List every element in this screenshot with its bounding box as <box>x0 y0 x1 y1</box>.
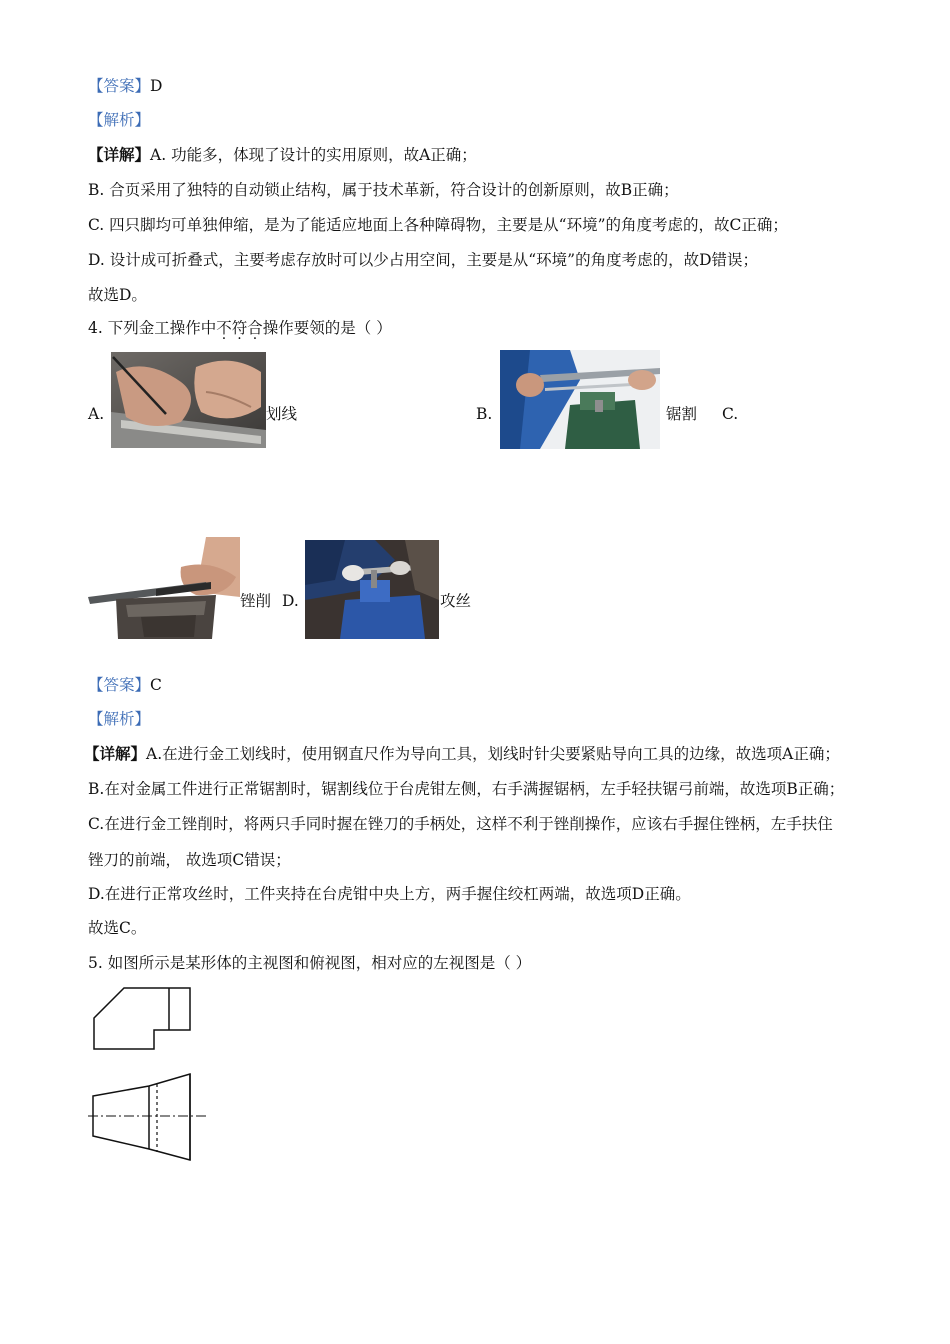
q3-detail-d: D. 设计成可折叠式，主要考虑存放时可以少占用空间，主要是从“环境”的角度考虑的，故D错误； <box>88 251 759 269</box>
q4-stem <box>88 318 392 338</box>
q4-detail-b: B.在对金属工件进行正常锯割时，锯割线位于台虎钳左侧，右手满握锯柄，左手轻扶锯弓前端，故选项B正确； <box>88 780 845 798</box>
option-b-label: 锯割 <box>666 405 698 423</box>
answer-value: C <box>150 676 162 694</box>
q4-stem-prefix: 4. 下列金工操作中 <box>88 319 217 337</box>
detail-tag: 【详解】 <box>84 744 147 763</box>
tapping-photo <box>305 540 439 639</box>
front-view-drawing <box>88 982 198 1054</box>
q3-detail-a <box>88 145 477 165</box>
q4-conclusion: 故选C。 <box>88 919 147 937</box>
answer-tag: 【答案】 <box>88 676 151 694</box>
detail-text: A. 功能多，体现了设计的实用原则，故A正确； <box>150 146 477 164</box>
sawing-photo <box>500 350 660 449</box>
detail-text: A.在进行金工划线时，使用钢直尺作为导向工具，划线时针尖要紧贴导向工具的边缘，故选项A正确； <box>146 745 840 763</box>
scribing-photo <box>111 352 266 448</box>
option-d-label: 攻丝 <box>440 592 472 610</box>
emph-char: 不 <box>216 319 232 337</box>
q4-detail-a <box>84 744 840 764</box>
option-c-letter: C. <box>722 405 739 423</box>
top-view-drawing <box>86 1072 210 1166</box>
option-a-letter: A. <box>88 405 105 423</box>
q3-detail-b: B. 合页采用了独特的自动锁止结构，属于技术革新，符合设计的创新原则，故B正确； <box>88 181 679 199</box>
analysis-tag: 【解析】 <box>88 111 151 129</box>
q4-detail-c1: C.在进行金工锉削时，将两只手同时握在锉刀的手柄处，这样不利于锉削操作，应该右手握住锉柄，左手扶住 <box>88 815 833 833</box>
analysis-tag: 【解析】 <box>88 710 151 728</box>
q4-detail-d: D.在进行正常攻丝时，工件夹持在台虎钳中央上方，两手握住绞杠两端，故选项D正确。 <box>88 885 691 903</box>
q3-conclusion: 故选D。 <box>88 286 147 304</box>
option-d-letter: D. <box>282 592 299 610</box>
emph-char: 符 <box>231 319 248 337</box>
answer-value: D <box>150 77 163 95</box>
q5-stem: 5. 如图所示是某形体的主视图和俯视图，相对应的左视图是（ ） <box>88 954 532 972</box>
q3-answer-line <box>88 76 162 96</box>
filing-photo <box>86 537 240 639</box>
option-c-label: 锉削 <box>240 592 272 610</box>
option-b-letter: B. <box>476 405 493 423</box>
q4-answer-line <box>88 675 162 695</box>
q4-stem-suffix: 操作要领的是（ ） <box>262 319 392 337</box>
q3-detail-c: C. 四只脚均可单独伸缩，是为了能适应地面上各种障碍物，主要是从“环境”的角度考虑的，故C正确； <box>88 216 788 234</box>
option-a-label: 划线 <box>266 405 298 423</box>
emph-char: 合 <box>247 319 263 337</box>
answer-tag: 【答案】 <box>88 77 151 95</box>
detail-tag: 【详解】 <box>88 145 151 164</box>
q4-detail-c2: 锉刀的前端， 故选项C错误； <box>88 851 291 869</box>
